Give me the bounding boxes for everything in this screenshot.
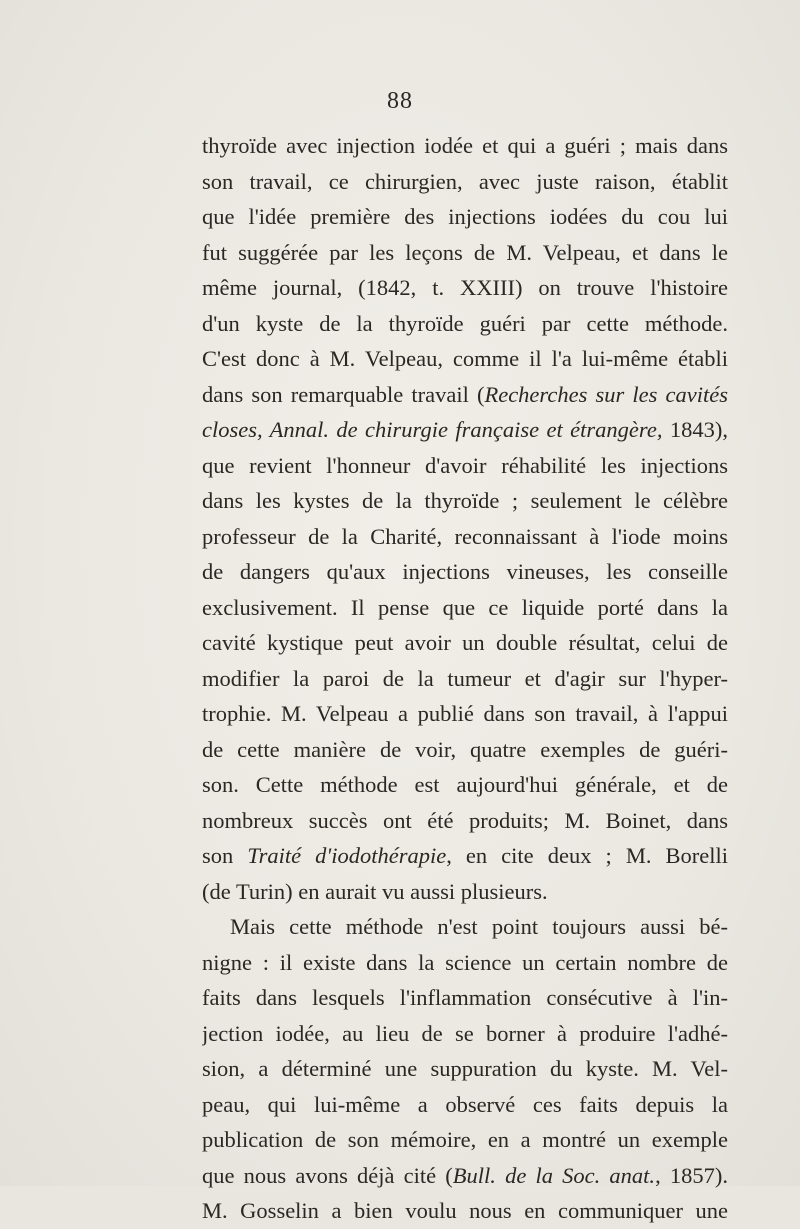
text-line [202, 803, 728, 839]
text-segment: C'est donc à M. Velpeau, comme il l'a lui-même établi [202, 346, 728, 371]
text-segment: son travail, ce chirurgien, avec juste raison, établit [202, 168, 728, 194]
text-segment: , en cite deux ; M. Borelli [446, 843, 728, 868]
text-line [202, 306, 728, 342]
text-line [202, 696, 728, 732]
text-segment: sion, a déterminé une suppuration du kyste. M. Vel- [202, 1056, 728, 1081]
text-line [202, 1122, 728, 1158]
text-line [202, 1051, 728, 1087]
text-line [202, 199, 728, 235]
text-segment: thyroïde avec injection iodée et qui a guéri ; mais dans [202, 133, 728, 158]
text-line [202, 1087, 728, 1123]
text-line [202, 909, 728, 945]
text-line [202, 377, 728, 413]
body-text [202, 128, 728, 1229]
text-segment: Mais cette méthode n'est point toujours aussi bé- [230, 914, 728, 939]
text-segment: 1843), [662, 417, 728, 442]
text-line [202, 1158, 728, 1194]
text-segment: même journal, (1842, t. XXIII) on trouve l'histoire [202, 275, 728, 300]
text-segment: cavité kystique peut avoir un double résultat, celui de [202, 630, 728, 655]
text-line [202, 661, 728, 697]
text-segment: M. Gosselin a bien voulu nous en communiquer une [202, 1198, 728, 1223]
page-number: 88 [387, 88, 413, 114]
text-line [202, 1193, 728, 1229]
text-line [202, 341, 728, 377]
text-line [202, 483, 728, 519]
text-segment: son. Cette méthode est aujourd'hui générale, et de [202, 772, 728, 797]
text-segment: (de Turin) en aurait vu aussi plusieurs. [202, 878, 548, 904]
italic-citation: Traité d'iodothérapie [247, 843, 447, 868]
text-segment: jection iodée, au lieu de se borner à produire l'adhé- [202, 1020, 728, 1046]
italic-citation: Recherches sur les cavités [484, 381, 728, 407]
text-segment: son [202, 843, 248, 868]
text-segment: dans son remarquable travail ( [202, 381, 485, 407]
text-line [202, 732, 728, 768]
italic-citation: closes, Annal. de chirurgie française et étrangère, [202, 417, 663, 442]
text-segment: trophie. M. Velpeau a publié dans son travail, à l'appui [202, 701, 728, 726]
text-line [202, 625, 728, 661]
text-segment: professeur de la Charité, reconnaissant à l'iode moins [202, 523, 728, 549]
text-line [202, 270, 728, 306]
text-segment: que l'idée première des injections iodées du cou lui [202, 204, 728, 229]
text-segment: fut suggérée par les leçons de M. Velpeau, et dans le [202, 239, 728, 265]
text-line [202, 767, 728, 803]
text-segment: faits dans lesquels l'inflammation consécutive à l'in- [202, 985, 728, 1010]
text-segment: de dangers qu'aux injections vineuses, les conseille [202, 559, 728, 584]
text-line [202, 874, 728, 910]
text-line [202, 412, 728, 448]
text-segment: nombreux succès ont été produits; M. Boinet, dans [202, 807, 728, 833]
text-line [202, 519, 728, 555]
text-segment: exclusivement. Il pense que ce liquide porté dans la [202, 594, 728, 620]
text-segment: nigne : il existe dans la science un certain nombre de [202, 949, 728, 975]
text-line [202, 235, 728, 271]
italic-citation: Bull. de la Soc. anat. [452, 1162, 656, 1188]
text-line [202, 980, 728, 1016]
text-line [202, 554, 728, 590]
text-line [202, 448, 728, 484]
text-segment: , 1857). [655, 1162, 728, 1188]
text-line [202, 164, 728, 200]
text-line [202, 1016, 728, 1052]
text-segment: dans les kystes de la thyroïde ; seulement le célèbre [202, 488, 728, 513]
text-segment: d'un kyste de la thyroïde guéri par cette méthode. [202, 310, 728, 336]
text-segment: de cette manière de voir, quatre exemples de guéri- [202, 736, 728, 762]
text-segment: que revient l'honneur d'avoir réhabilité les injections [202, 452, 728, 478]
text-segment: publication de son mémoire, en a montré un exemple [202, 1127, 728, 1152]
text-segment: modifier la paroi de la tumeur et d'agir sur l'hyper- [202, 665, 728, 691]
text-line [202, 128, 728, 164]
text-line [202, 590, 728, 626]
text-line [202, 838, 728, 874]
text-line [202, 945, 728, 981]
text-segment: que nous avons déjà cité ( [202, 1162, 453, 1188]
text-segment: peau, qui lui-même a observé ces faits depuis la [202, 1091, 728, 1117]
